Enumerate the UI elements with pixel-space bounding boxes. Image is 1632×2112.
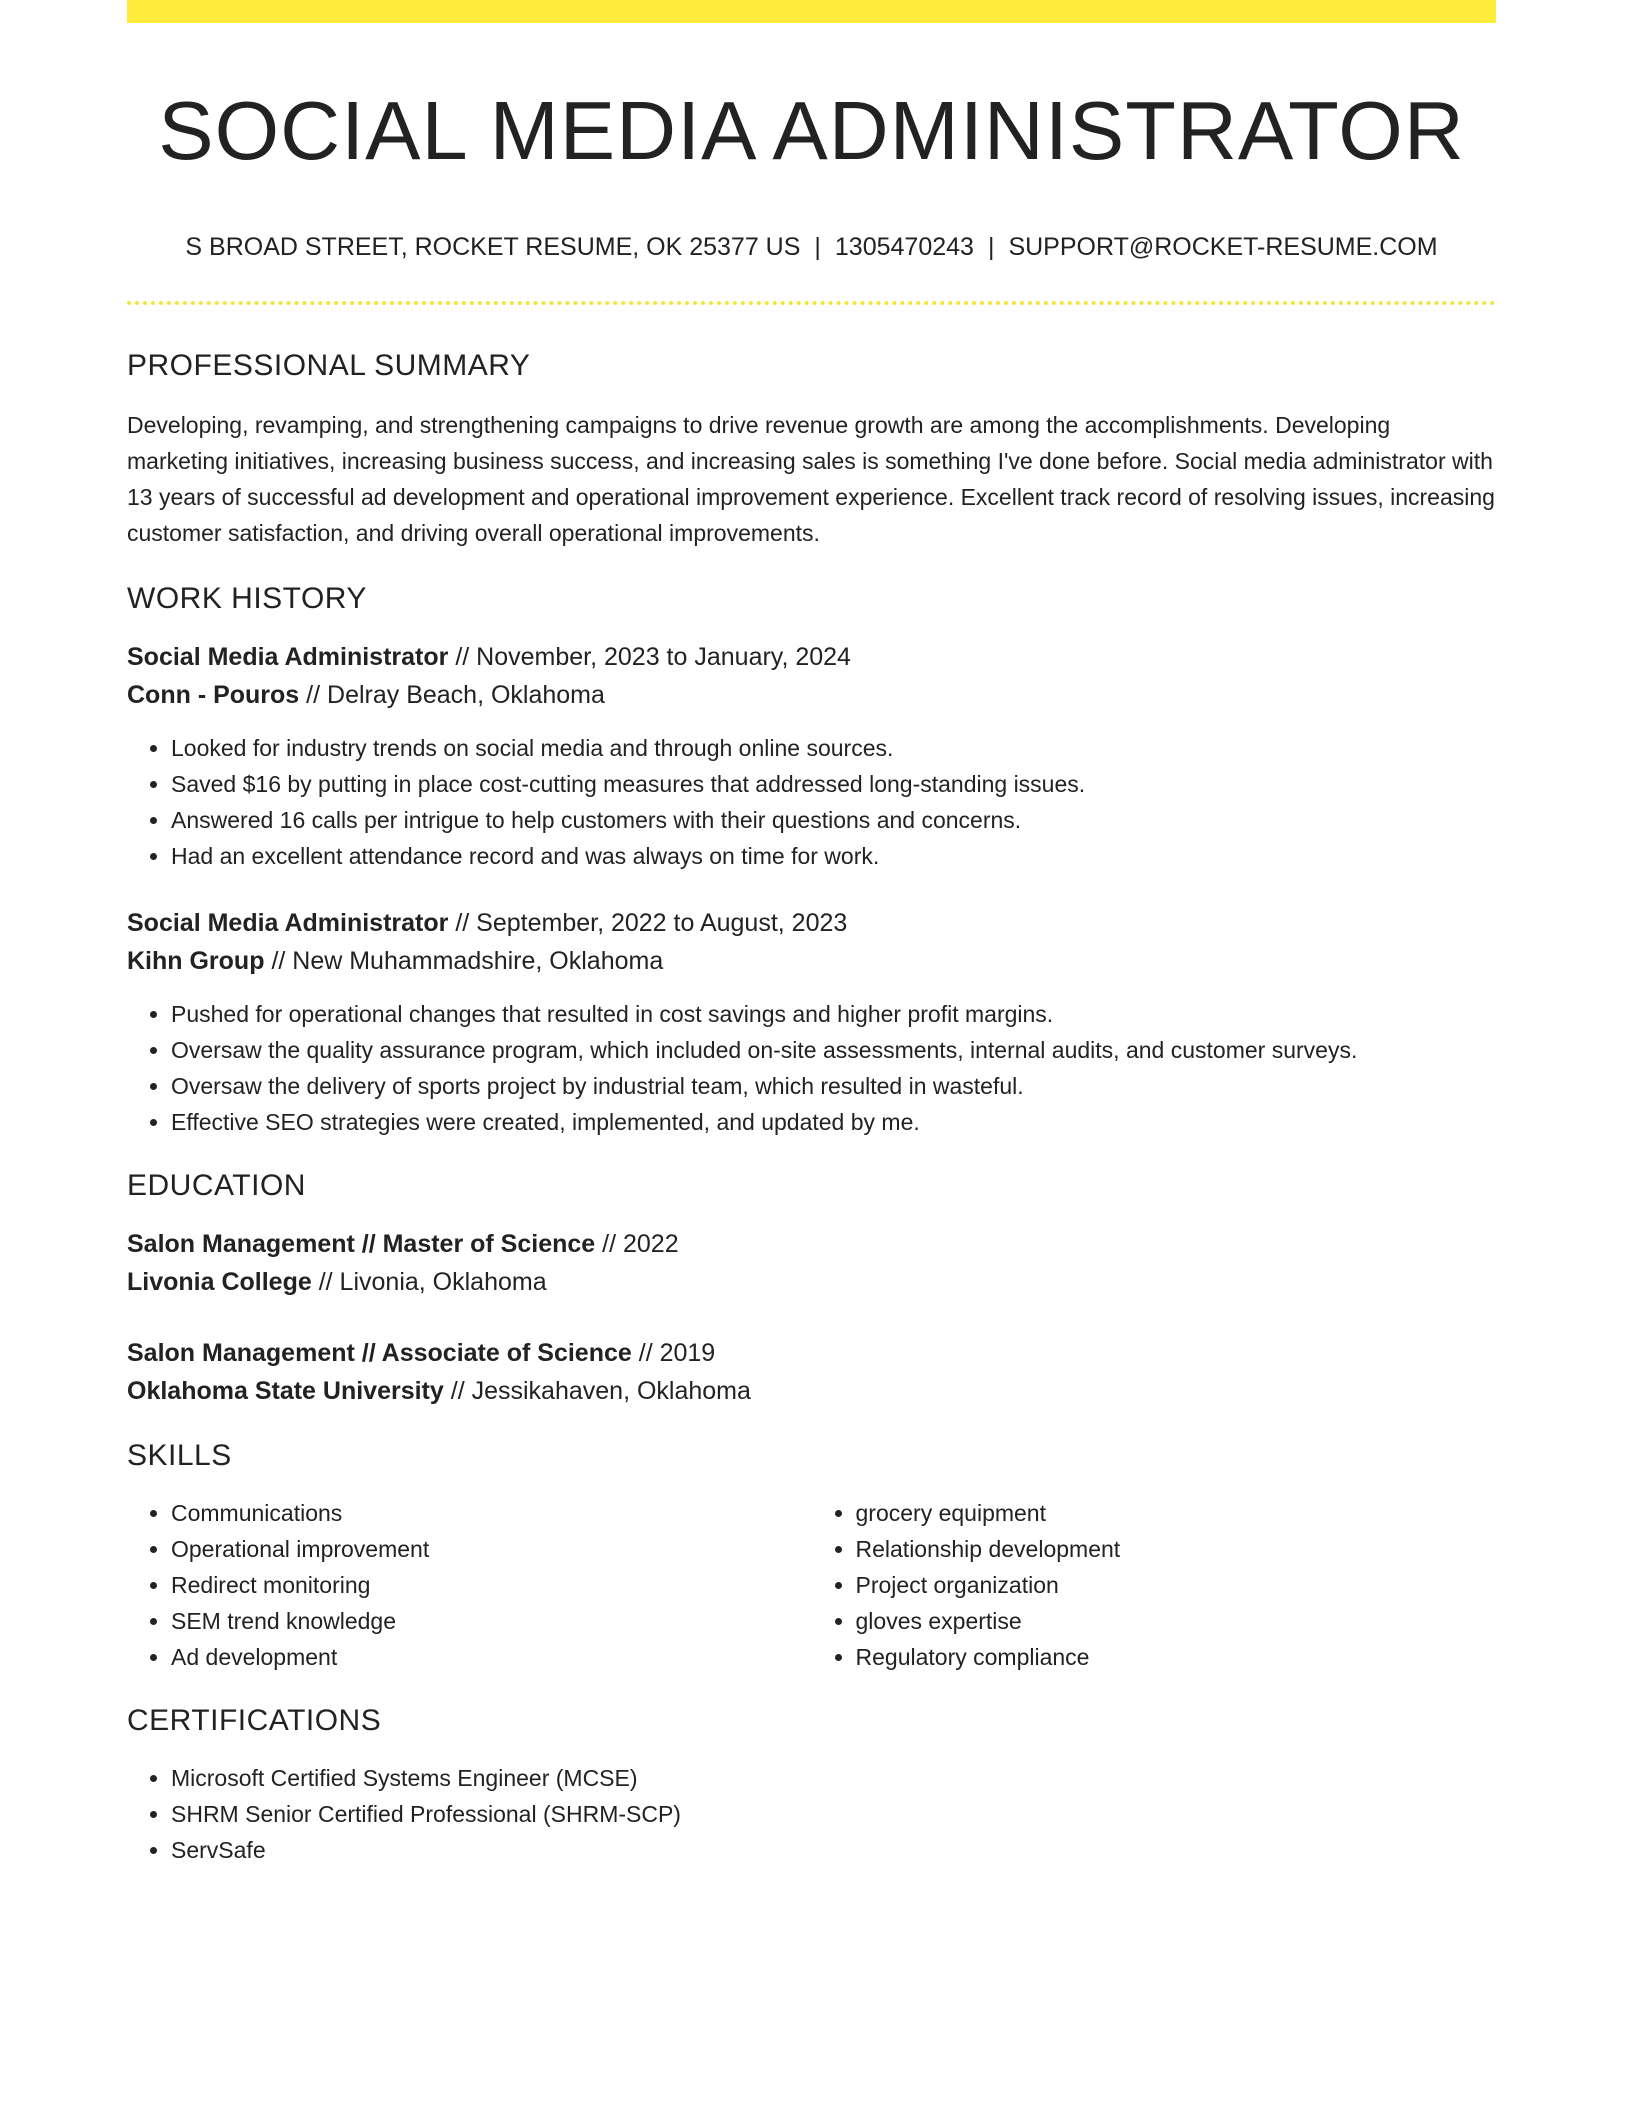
- email: SUPPORT@ROCKET-RESUME.COM: [1008, 233, 1438, 262]
- skill-item: • grocery equipment: [856, 1495, 1497, 1531]
- job-bullets: [127, 996, 1496, 1140]
- job-entry: [127, 904, 1496, 1140]
- education-entry: [127, 1225, 1496, 1301]
- job-location: // New Muhammadshire, Oklahoma: [271, 947, 664, 976]
- list-item: • Saved $16 by putting in place cost-cutting measures that addressed long-standing issues.: [171, 766, 1496, 802]
- accent-bar: [127, 0, 1496, 23]
- list-item: • Oversaw the quality assurance program, which included on-site assessments, internal audits, and customer surveys.: [171, 1032, 1496, 1068]
- school-line: [127, 1263, 1496, 1301]
- list-item: • Pushed for operational changes that resulted in cost savings and higher profit margins.: [171, 996, 1496, 1032]
- skills-list-right: [812, 1495, 1497, 1675]
- degree: Salon Management // Associate of Science: [127, 1339, 632, 1368]
- job-location: // Delray Beach, Oklahoma: [306, 681, 605, 710]
- job-title-line: [127, 904, 1496, 942]
- job-bullets: [127, 730, 1496, 874]
- skill-item: • Project organization: [856, 1567, 1497, 1603]
- certifications-list: [127, 1760, 1496, 1868]
- job-role: Social Media Administrator: [127, 909, 449, 938]
- school-line: [127, 1372, 1496, 1410]
- phone: 1305470243: [834, 233, 974, 262]
- address: S BROAD STREET, ROCKET RESUME, OK 25377 US: [185, 233, 801, 262]
- skill-item: • gloves expertise: [856, 1603, 1497, 1639]
- skill-item: • Redirect monitoring: [171, 1567, 812, 1603]
- school-location: // Livonia, Oklahoma: [318, 1268, 547, 1297]
- list-item: • Oversaw the delivery of sports project by industrial team, which resulted in wasteful.: [171, 1068, 1496, 1104]
- summary-text: Developing, revamping, and strengthening campaigns to drive revenue growth are among the accomplishments. Developing marketing initiatives, increasing business success, and increasing sales is something I've done before. Social media administrator with 13 years of successful ad development and operational improvement experience. Excellent track record of resolving issues, increasing customer satisfaction, and driving overall operational improvements.: [127, 412, 1495, 547]
- job-company-line: [127, 942, 1496, 980]
- list-item: • Answered 16 calls per intrigue to help customers with their questions and concerns.: [171, 802, 1496, 838]
- contact-separator: |: [987, 233, 995, 262]
- skill-item: • Ad development: [171, 1639, 812, 1675]
- certifications-heading: CERTIFICATIONS: [127, 1704, 382, 1738]
- education-heading: EDUCATION: [127, 1169, 306, 1203]
- skill-item: • Regulatory compliance: [856, 1639, 1497, 1675]
- job-entry: [127, 638, 1496, 874]
- contact-separator: |: [814, 233, 821, 262]
- degree-line: [127, 1334, 1496, 1372]
- summary-heading: PROFESSIONAL SUMMARY: [127, 349, 531, 383]
- certification-item: • SHRM Senior Certified Professional (SHRM-SCP): [171, 1796, 1496, 1832]
- degree-year: // 2022: [602, 1230, 679, 1259]
- school: Oklahoma State University: [127, 1377, 444, 1406]
- education-entry: [127, 1334, 1496, 1410]
- resume-title: SOCIAL MEDIA ADMINISTRATOR: [158, 84, 1465, 177]
- work-history-heading: WORK HISTORY: [127, 582, 367, 616]
- certification-item: • ServSafe: [171, 1832, 1496, 1868]
- contact-line: [127, 232, 1496, 262]
- skill-item: • Operational improvement: [171, 1531, 812, 1567]
- skills-heading: SKILLS: [127, 1439, 232, 1473]
- resume-page: [127, 0, 1496, 1868]
- job-company-line: [127, 676, 1496, 714]
- job-company: Kihn Group: [127, 947, 265, 976]
- school-location: // Jessikahaven, Oklahoma: [450, 1377, 751, 1406]
- skill-item: • Communications: [171, 1495, 812, 1531]
- degree: Salon Management // Master of Science: [127, 1230, 596, 1259]
- list-item: • Had an excellent attendance record and was always on time for work.: [171, 838, 1496, 874]
- degree-line: [127, 1225, 1496, 1263]
- list-item: • Looked for industry trends on social media and through online sources.: [171, 730, 1496, 766]
- school: Livonia College: [127, 1268, 312, 1297]
- job-role: Social Media Administrator: [127, 643, 449, 672]
- certification-item: • Microsoft Certified Systems Engineer (MCSE): [171, 1760, 1496, 1796]
- job-title-line: [127, 638, 1496, 676]
- header-divider: [127, 301, 1496, 305]
- skill-item: • Relationship development: [856, 1531, 1497, 1567]
- degree-year: // 2019: [638, 1339, 716, 1368]
- skill-item: • SEM trend knowledge: [171, 1603, 812, 1639]
- job-dates: // September, 2022 to August, 2023: [455, 909, 848, 938]
- list-item: • Effective SEO strategies were created, implemented, and updated by me.: [171, 1104, 1496, 1140]
- skills-grid: [127, 1495, 1496, 1675]
- job-company: Conn - Pouros: [127, 681, 300, 710]
- job-dates: // November, 2023 to January, 2024: [455, 643, 851, 672]
- skills-list-left: [127, 1495, 812, 1675]
